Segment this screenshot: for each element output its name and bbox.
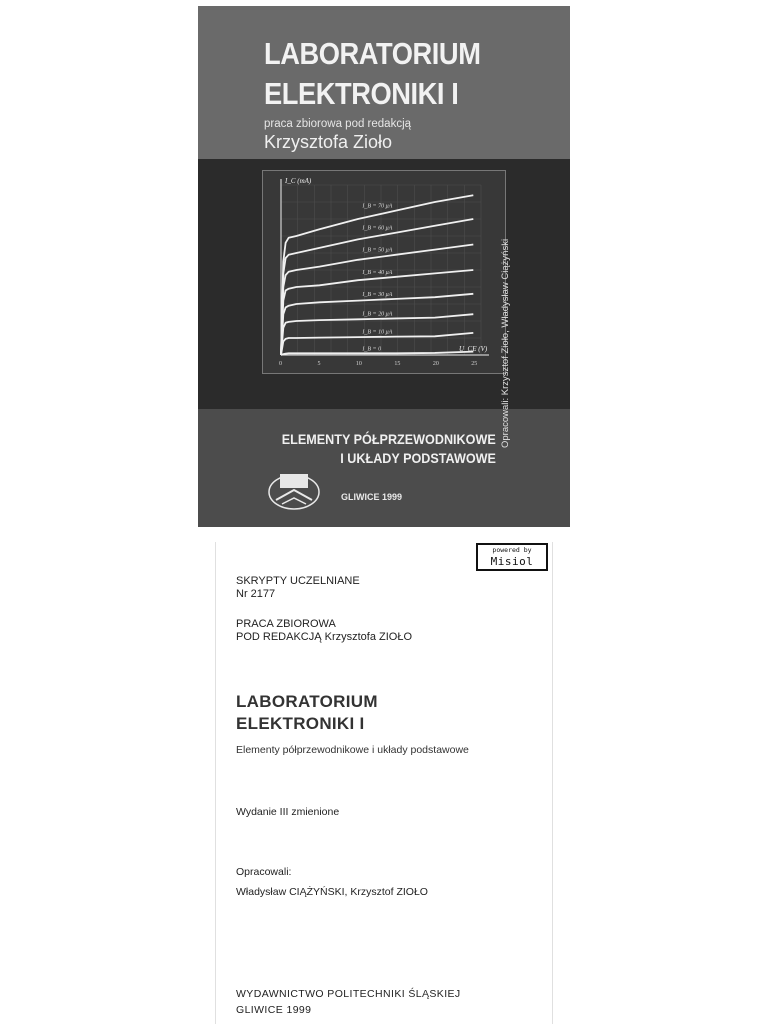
cover-editor: Krzysztofa Zioło <box>264 132 393 152</box>
transistor-characteristics-chart <box>262 170 506 374</box>
x-tick-label: 15 <box>394 361 401 367</box>
cover-bottom-band <box>198 409 570 527</box>
cover-title-line-1: LABORATORIUM <box>264 36 481 71</box>
book-title-line-2: ELEKTRONIKI I <box>236 714 365 733</box>
x-tick-label: 10 <box>355 361 362 367</box>
cover-subtitle: praca zbiorowa pod redakcją <box>264 118 412 130</box>
x-tick-label: 5 <box>317 361 321 367</box>
curve-label: I_B = 40 μA <box>362 269 393 276</box>
chart-svg <box>263 171 505 373</box>
editor-line: POD REDAKCJĄ Krzysztofa ZIOŁO <box>236 631 413 643</box>
curve-label: I_B = 20 μA <box>362 311 393 318</box>
badge-caption: powered by <box>492 546 532 554</box>
cover-title-line-2: ELEKTRONIKI I <box>264 76 459 111</box>
x-tick-label: 0 <box>279 361 282 367</box>
x-tick-label: 25 <box>471 361 478 367</box>
prepared-by-label: Opracowali: <box>236 866 292 878</box>
book-subtitle: Elementy półprzewodnikowe i układy podstawowe <box>236 744 469 756</box>
collective-work-label: PRACA ZBIOROWA <box>236 618 336 630</box>
cover-topic-line-2: I UKŁADY PODSTAWOWE <box>340 450 496 466</box>
book-title-line-1: LABORATORIUM <box>236 692 378 711</box>
cover-authors-vertical: Opracowali: Krzysztof Zioło, Władysław Ciążyński <box>500 238 511 448</box>
x-axis-label: U_CE (V) <box>459 345 488 353</box>
curve-label: I_B = 60 μA <box>362 225 393 232</box>
y-axis-label: I_C (mA) <box>285 177 312 185</box>
curve-label: I_B = 70 μA <box>362 203 393 210</box>
curve-label: I_B = 0 <box>362 346 382 353</box>
powered-by-badge <box>476 543 548 571</box>
curve-label: I_B = 30 μA <box>362 291 393 298</box>
series-name: SKRYPTY UCZELNIANE <box>236 575 360 587</box>
publisher-city-year: GLIWICE 1999 <box>236 1004 312 1016</box>
x-tick-label: 20 <box>432 361 439 367</box>
badge-brand: Misiol <box>490 555 534 568</box>
cover-topic-line-1: ELEMENTY PÓŁPRZEWODNIKOWE <box>282 431 496 447</box>
publisher-logo-icon <box>266 468 322 512</box>
title-page <box>215 542 553 1024</box>
book-cover <box>198 6 570 527</box>
curve-label: I_B = 10 μA <box>362 329 393 336</box>
prepared-by-names: Władysław CIĄŻYŃSKI, Krzysztof ZIOŁO <box>236 886 428 898</box>
curve-label: I_B = 50 μA <box>362 247 393 254</box>
edition-note: Wydanie III zmienione <box>236 806 340 818</box>
cover-city-year: GLIWICE 1999 <box>341 492 403 502</box>
publisher-name: WYDAWNICTWO POLITECHNIKI ŚLĄSKIEJ <box>236 988 461 1000</box>
series-number: Nr 2177 <box>236 588 276 600</box>
